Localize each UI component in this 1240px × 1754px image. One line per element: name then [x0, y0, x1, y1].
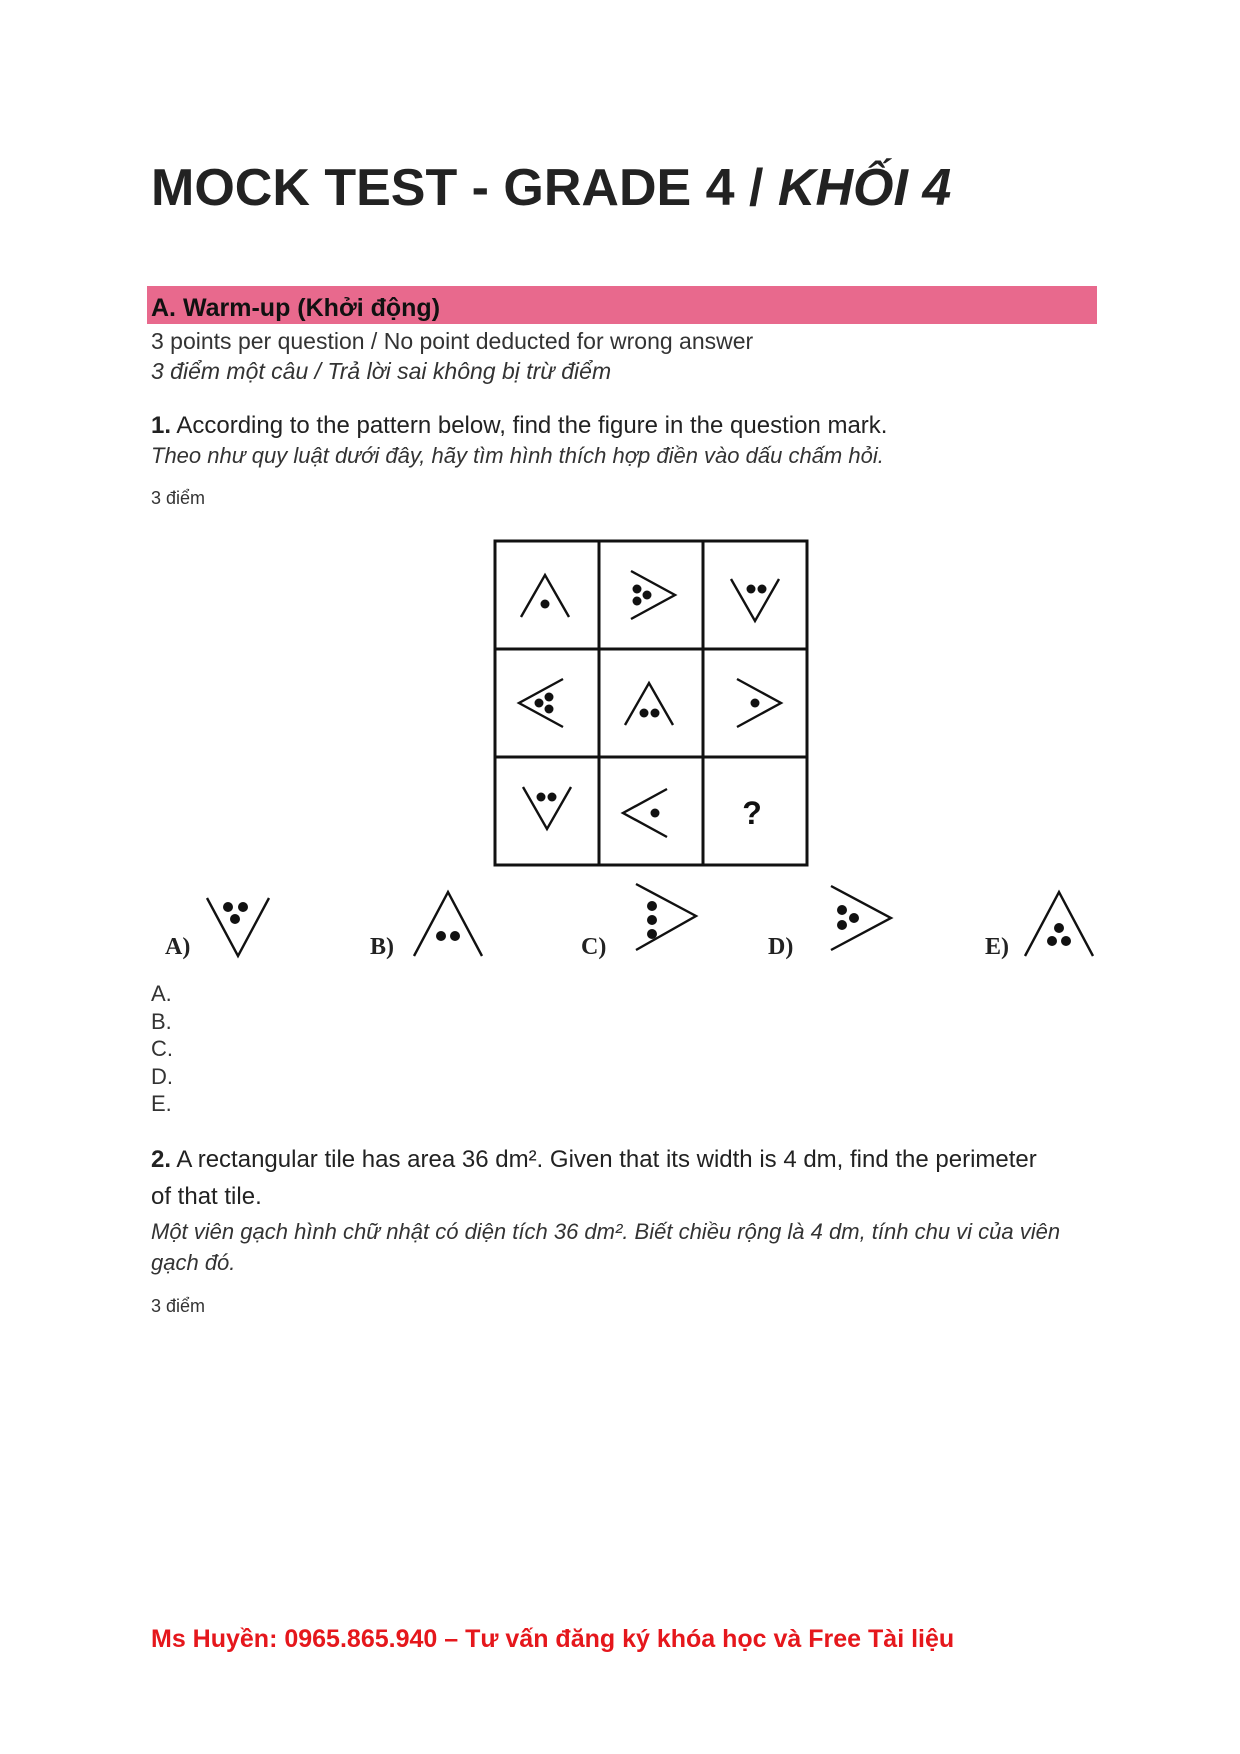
section-a-rule-en: 3 points per question / No point deducted for wrong answer: [151, 328, 754, 354]
section-a-rule-vi: 3 điểm một câu / Trả lời sai không bị trừ điểm: [151, 358, 612, 384]
page-title: [151, 158, 951, 218]
section-a-heading: A. Warm-up (Khởi động): [151, 294, 441, 322]
option-figure-a: [203, 890, 273, 960]
choice-d[interactable]: D.: [151, 1064, 173, 1089]
grid-cell-1-2: [631, 571, 675, 619]
option-label-c: C): [581, 934, 607, 960]
option-label-e: E): [985, 934, 1009, 960]
pattern-grid: [493, 539, 809, 867]
question-2-text-vi-line1: Một viên gạch hình chữ nhật có diện tích 36 dm². Biết chiều rộng là 4 dm, tính chu vi của viên: [151, 1219, 1061, 1244]
grid-cell-3-2: [623, 789, 667, 837]
question-1-number: 1.: [151, 412, 172, 439]
grid-cell-2-2: [625, 683, 673, 725]
option-label-b: B): [370, 934, 394, 960]
grid-missing-mark: ?: [742, 795, 762, 831]
choice-c[interactable]: C.: [151, 1036, 173, 1061]
choice-b[interactable]: B.: [151, 1009, 172, 1034]
question-2-points: 3 điểm: [151, 1296, 206, 1316]
grid-cell-2-1: [519, 679, 563, 727]
question-2-text-en-line1: [151, 1146, 1037, 1174]
option-figure-c: [630, 880, 700, 956]
question-1-points: 3 điểm: [151, 488, 206, 508]
choice-e[interactable]: E.: [151, 1091, 172, 1116]
grid-cell-1-1: [521, 575, 569, 617]
question-2-en-1: A rectangular tile has area 36 dm². Given that its width is 4 dm, find the perimeter: [176, 1146, 1037, 1173]
grid-cell-1-3: [731, 579, 779, 621]
question-2-number: 2.: [151, 1146, 172, 1173]
grid-cell-2-3: [737, 679, 781, 727]
option-figure-b: [410, 888, 486, 960]
option-label-a: A): [165, 934, 191, 960]
option-figure-e: [1021, 888, 1097, 960]
grid-cell-3-1: [523, 787, 571, 829]
question-2-text-vi-line2: gạch đó.: [151, 1250, 236, 1275]
question-1-en: According to the pattern below, find the figure in the question mark.: [176, 412, 888, 439]
option-figure-d: [825, 882, 895, 956]
title-italic: KHỐI 4: [777, 159, 952, 217]
question-2-text-en-line2: of that tile.: [151, 1183, 262, 1210]
question-1-text-vi: Theo như quy luật dưới đây, hãy tìm hình thích hợp điền vào dấu chấm hỏi.: [151, 443, 884, 468]
question-1-text-en: [151, 412, 887, 440]
title-main: MOCK TEST - GRADE 4 /: [151, 159, 778, 217]
choice-a[interactable]: A.: [151, 981, 172, 1006]
option-label-d: D): [768, 934, 794, 960]
footer-contact: Ms Huyền: 0965.865.940 – Tư vấn đăng ký khóa học và Free Tài liệu: [151, 1625, 955, 1653]
